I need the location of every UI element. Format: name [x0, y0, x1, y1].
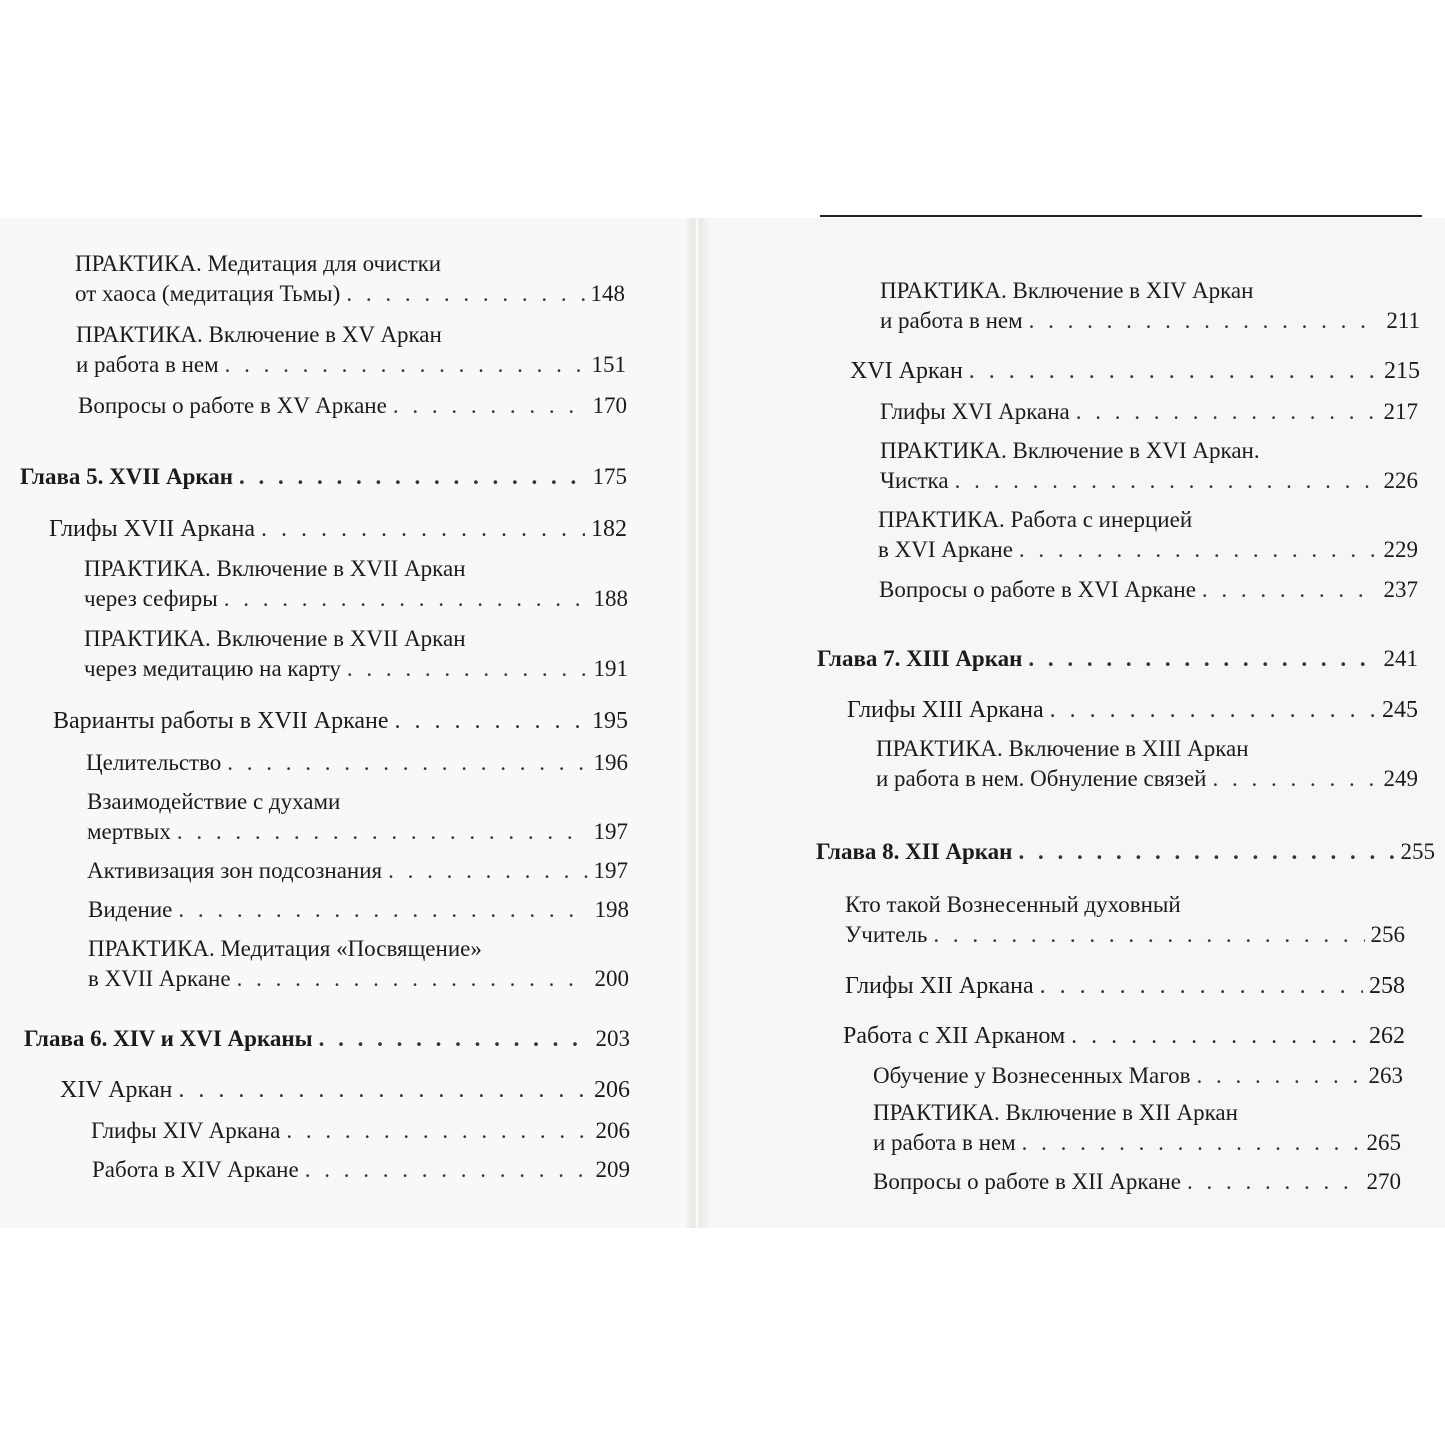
toc-entry-title-line1: ПРАКТИКА. Включение в XII Аркан: [873, 1100, 1238, 1125]
toc-page-number: 263: [1368, 1063, 1403, 1088]
dot-leader: [1019, 535, 1378, 565]
toc-entry-title: Варианты работы в XVII Аркане: [53, 708, 389, 734]
toc-page-number: 197: [593, 819, 628, 844]
toc-entry: [873, 1100, 1401, 1158]
toc-page-number: 175: [592, 464, 627, 489]
toc-entry-title: Работа с XII Арканом: [843, 1023, 1066, 1049]
toc-entry-title: Вопросы о работе в XII Аркане: [873, 1169, 1181, 1194]
book-gutter: [686, 218, 708, 1228]
toc-page-number: 265: [1366, 1130, 1401, 1155]
toc-entry-title: Вопросы о работе в XV Аркане: [78, 393, 387, 418]
dot-leader: [1029, 306, 1381, 336]
toc-entry: [880, 438, 1418, 496]
toc-entry-title: Целительство: [86, 750, 222, 775]
dot-leader: [224, 584, 588, 614]
dot-leader: [227, 748, 587, 778]
toc-entry-title: XIV Аркан: [60, 1077, 173, 1103]
dot-leader: [969, 356, 1378, 386]
toc-entry-title: Глифы XIII Аркана: [847, 697, 1044, 723]
toc-page-number: 258: [1369, 973, 1405, 999]
toc-entry-title: через медитацию на карту: [84, 656, 341, 681]
dot-leader: [1028, 644, 1377, 674]
toc-entry-title-line1: ПРАКТИКА. Включение в XVII Аркан: [84, 556, 466, 581]
toc-entry-title-line1: ПРАКТИКА. Работа с инерцией: [878, 507, 1193, 532]
toc-page-number: 151: [591, 352, 626, 377]
toc-chapter-title: Глава 6. XIV и XVI Арканы: [24, 1026, 313, 1051]
dot-leader: [178, 1075, 588, 1105]
toc-entry: [880, 397, 1418, 427]
toc-entry-title: и работа в нем: [880, 308, 1023, 333]
toc-entry: [879, 575, 1418, 605]
toc-entry-title-line1: ПРАКТИКА. Включение в XIV Аркан: [880, 278, 1254, 303]
toc-entry-title: Обучение у Вознесенных Магов: [873, 1063, 1191, 1088]
toc-page-number: 255: [1400, 839, 1435, 864]
dot-leader: [261, 514, 585, 544]
toc-entry-title-line1: ПРАКТИКА. Включение в XVII Аркан: [84, 626, 466, 651]
toc-page-number: 191: [593, 656, 628, 681]
toc-chapter-entry: [817, 644, 1418, 674]
toc-entry-title: в XVI Аркане: [878, 537, 1013, 562]
toc-entry: [88, 895, 629, 925]
toc-page-number: 198: [594, 897, 629, 922]
dot-leader: [1071, 1021, 1363, 1051]
dot-leader: [388, 856, 587, 886]
dot-leader: [237, 964, 589, 994]
toc-entry-title: Глифы XVII Аркана: [49, 516, 255, 542]
toc-entry: [86, 748, 628, 778]
toc-entry: [88, 936, 629, 994]
dot-leader: [1076, 397, 1378, 427]
dot-leader: [1196, 1061, 1362, 1091]
toc-page-number: 245: [1382, 697, 1418, 723]
toc-page-number: 262: [1369, 1023, 1405, 1049]
toc-chapter-entry: [24, 1024, 630, 1054]
toc-entry-title: Вопросы о работе в XVI Аркане: [879, 577, 1196, 602]
toc-page-number: 182: [591, 516, 627, 542]
toc-page-number: 148: [590, 281, 625, 306]
toc-entry: [873, 1061, 1403, 1091]
toc-chapter-title: Глава 8. XII Аркан: [816, 839, 1013, 864]
toc-entry: [878, 507, 1418, 565]
toc-page-number: 188: [593, 586, 628, 611]
toc-page-number: 197: [593, 858, 628, 883]
toc-entry: [91, 1116, 630, 1146]
toc-page-number: 209: [595, 1157, 630, 1182]
toc-section-entry: [53, 706, 628, 736]
toc-entry-title: мертвых: [87, 819, 171, 844]
toc-entry: [845, 892, 1405, 950]
toc-entry-title: Работа в XIV Аркане: [92, 1157, 299, 1182]
toc-page-number: 241: [1383, 646, 1418, 671]
toc-entry: [76, 322, 626, 380]
dot-leader: [239, 462, 586, 492]
dot-leader: [933, 920, 1364, 950]
toc-entry: [880, 278, 1420, 336]
dot-leader: [178, 895, 588, 925]
toc-page-number: 200: [594, 966, 629, 991]
toc-chapter-title: Глава 7. XIII Аркан: [817, 646, 1023, 671]
toc-page-number: 195: [592, 708, 628, 734]
toc-entry-title: Чистка: [880, 468, 949, 493]
toc-entry-title-line1: Взаимодействие с духами: [87, 789, 341, 814]
toc-page-number: 229: [1383, 537, 1418, 562]
toc-entry-title: и работа в нем: [873, 1130, 1016, 1155]
toc-page-number: 211: [1386, 308, 1420, 333]
toc-chapter-entry: [20, 462, 627, 492]
toc-page-number: 237: [1383, 577, 1418, 602]
toc-page-number: 226: [1383, 468, 1418, 493]
toc-section-entry: [847, 695, 1418, 725]
dot-leader: [1040, 971, 1363, 1001]
toc-entry-title-line1: ПРАКТИКА. Медитация для очистки: [75, 251, 442, 276]
toc-page-number: 249: [1383, 766, 1418, 791]
dot-leader: [347, 654, 588, 684]
toc-entry-title: от хаоса (медитация Тьмы): [75, 281, 341, 306]
dot-leader: [225, 350, 586, 380]
dot-leader: [346, 279, 584, 309]
toc-entry-title-line1: ПРАКТИКА. Включение в XVI Аркан.: [880, 438, 1260, 463]
toc-section-entry: [843, 1021, 1405, 1051]
toc-page-number: 256: [1370, 922, 1405, 947]
dot-leader: [955, 466, 1378, 496]
toc-section-entry: [845, 971, 1405, 1001]
dot-leader: [286, 1116, 589, 1146]
toc-entry: [87, 856, 628, 886]
dot-leader: [177, 817, 588, 847]
toc-entry: [75, 251, 625, 309]
toc-entry-title: и работа в нем: [76, 352, 219, 377]
dot-leader: [319, 1024, 590, 1054]
dot-leader: [1202, 575, 1378, 605]
toc-entry-title-line1: ПРАКТИКА. Включение в XV Аркан: [76, 322, 442, 347]
header-rule: [820, 215, 1422, 217]
toc-entry: [78, 391, 627, 421]
toc-entry-title: Учитель: [845, 922, 928, 947]
toc-page-number: 196: [593, 750, 628, 775]
toc-entry-title-line1: Кто такой Вознесенный духовный: [845, 892, 1181, 917]
toc-chapter-entry: [816, 837, 1435, 867]
dot-leader: [305, 1155, 590, 1185]
dot-leader: [395, 706, 586, 736]
toc-section-entry: [850, 356, 1420, 386]
toc-entry-title: Глифы XII Аркана: [845, 973, 1034, 999]
toc-entry-title: через сефиры: [84, 586, 218, 611]
toc-section-entry: [60, 1075, 630, 1105]
toc-entry: [873, 1167, 1401, 1197]
toc-entry-title: XVI Аркан: [850, 358, 963, 384]
toc-entry-title: в XVII Аркане: [88, 966, 231, 991]
toc-page-number: 206: [594, 1077, 630, 1103]
dot-leader: [1212, 764, 1377, 794]
toc-page-number: 270: [1366, 1169, 1401, 1194]
toc-page-number: 203: [595, 1026, 630, 1051]
dot-leader: [393, 391, 587, 421]
dot-leader: [1050, 695, 1376, 725]
toc-entry: [84, 626, 628, 684]
toc-page-number: 206: [595, 1118, 630, 1143]
toc-entry-title: Активизация зон подсознания: [87, 858, 383, 883]
toc-page-number: 215: [1384, 358, 1420, 384]
toc-entry-title: Видение: [88, 897, 173, 922]
toc-entry-title-line1: ПРАКТИКА. Включение в XIII Аркан: [876, 736, 1249, 761]
dot-leader: [1018, 837, 1394, 867]
toc-entry: [87, 789, 628, 847]
toc-entry: [92, 1155, 630, 1185]
toc-page-number: 217: [1383, 399, 1418, 424]
toc-chapter-title: Глава 5. XVII Аркан: [20, 464, 234, 489]
toc-entry-title: Глифы XVI Аркана: [880, 399, 1070, 424]
toc-entry-title-line1: ПРАКТИКА. Медитация «Посвящение»: [88, 936, 482, 961]
toc-section-entry: [49, 514, 627, 544]
toc-entry-title: и работа в нем. Обнуление связей: [876, 766, 1207, 791]
toc-entry: [876, 736, 1418, 794]
toc-entry: [84, 556, 628, 614]
toc-entry-title: Глифы XIV Аркана: [91, 1118, 281, 1143]
toc-page-number: 170: [592, 393, 627, 418]
dot-leader: [1187, 1167, 1361, 1197]
dot-leader: [1022, 1128, 1361, 1158]
